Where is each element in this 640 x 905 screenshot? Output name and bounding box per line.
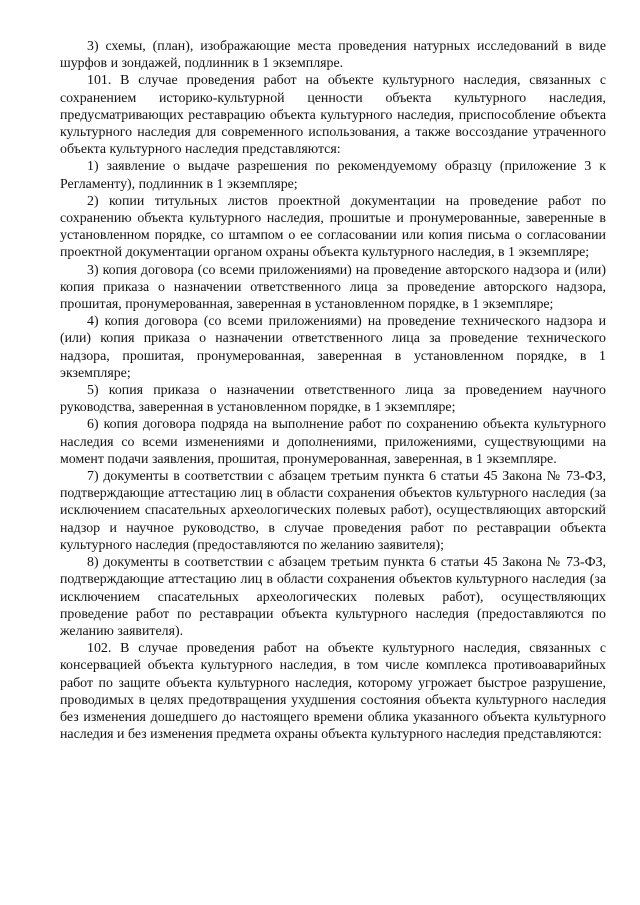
paragraph-section-102: 102. В случае проведения работ на объекте культурного наследия, связанных с консервацией объекта культурного наследия, в том числе комплекса противоаварийных работ по защите объекта культурного наследия, которому угрожает быстрое разрушение, проводимых в целях предотвращения ухудшения состояния объекта культурного наследия без изменения дошедшего до настоящего времени облика указанного объекта культурного наследия и без изменения предмета охраны объекта культурного наследия представляются: bbox=[60, 641, 606, 743]
paragraph-item-8-attestation: 8) документы в соответствии с абзацем третьим пункта 6 статьи 45 Закона № 73-ФЗ, подтверждающие аттестацию лиц в области сохранения объектов культурного наследия (за исключением спасательных археологических полевых работ), осуществляющих проведение работ по реставрации объекта культурного наследия (предоставляются по желанию заявителя). bbox=[60, 555, 606, 639]
paragraph-section-101: 101. В случае проведения работ на объекте культурного наследия, связанных с сохранением историко-культурной ценности объекта культурного наследия, предусматривающих реставрацию объекта культурного наследия, приспособление объекта культурного наследия для современного использования, а также воссоздание утраченного объекта культурного наследия представляются: bbox=[60, 73, 606, 158]
paragraph-item-3-schemes: 3) схемы, (план), изображающие места проведения натурных исследований в виде шурфов и зондажей, подлинник в 1 экземпляре. bbox=[60, 39, 606, 72]
paragraph-item-5-scientific-management: 5) копия приказа о назначении ответственного лица за проведением научного руководства, заверенная в установленном порядке, в 1 экземпляре; bbox=[60, 383, 606, 416]
paragraph-item-7-attestation: 7) документы в соответствии с абзацем третьим пункта 6 статьи 45 Закона № 73-ФЗ, подтверждающие аттестацию лиц в области сохранения объектов культурного наследия (за исключением спасательных археологических полевых работ), осуществляющих авторский надзор и научное руководство, в случае проведения работ по реставрации объекта культурного наследия (предоставляются по желанию заявителя); bbox=[60, 469, 606, 553]
paragraph-item-6-contract: 6) копия договора подряда на выполнение работ по сохранению объекта культурного наследия со всеми изменениями и дополнениями, приложениями, существующими на момент подачи заявления, прошитая, пронумерованная, заверенная, в 1 экземпляре. bbox=[60, 417, 606, 467]
paragraph-item-4-technical-supervision: 4) копия договора (со всеми приложениями) на проведение технического надзора и (или) копия приказа о назначении ответственного лица за проведение технического надзора, прошитая, пронумерованная, заверенная в установленном порядке, в 1 экземпляре; bbox=[60, 314, 606, 381]
paragraph-item-2-title-pages: 2) копии титульных листов проектной документации на проведение работ по сохранению объекта культурного наследия, прошитые и пронумерованные, заверенные в установленном порядке, со штампом о ее согласовании или копия письма о согласовании проектной документации органом охраны объекта культурного наследия, в 1 экземпляре; bbox=[60, 193, 606, 261]
paragraph-item-3-author-supervision: 3) копия договора (со всеми приложениями) на проведение авторского надзора и (или) копия приказа о назначении ответственного лица за проведение авторского надзора, прошитая, пронумерованная, заверенная в установленном порядке, в 1 экземпляре; bbox=[60, 262, 606, 313]
paragraph-item-1-application: 1) заявление о выдаче разрешения по рекомендуемому образцу (приложение 3 к Регламенту), подлинник в 1 экземпляре; bbox=[60, 159, 606, 192]
document-page bbox=[60, 38, 606, 743]
